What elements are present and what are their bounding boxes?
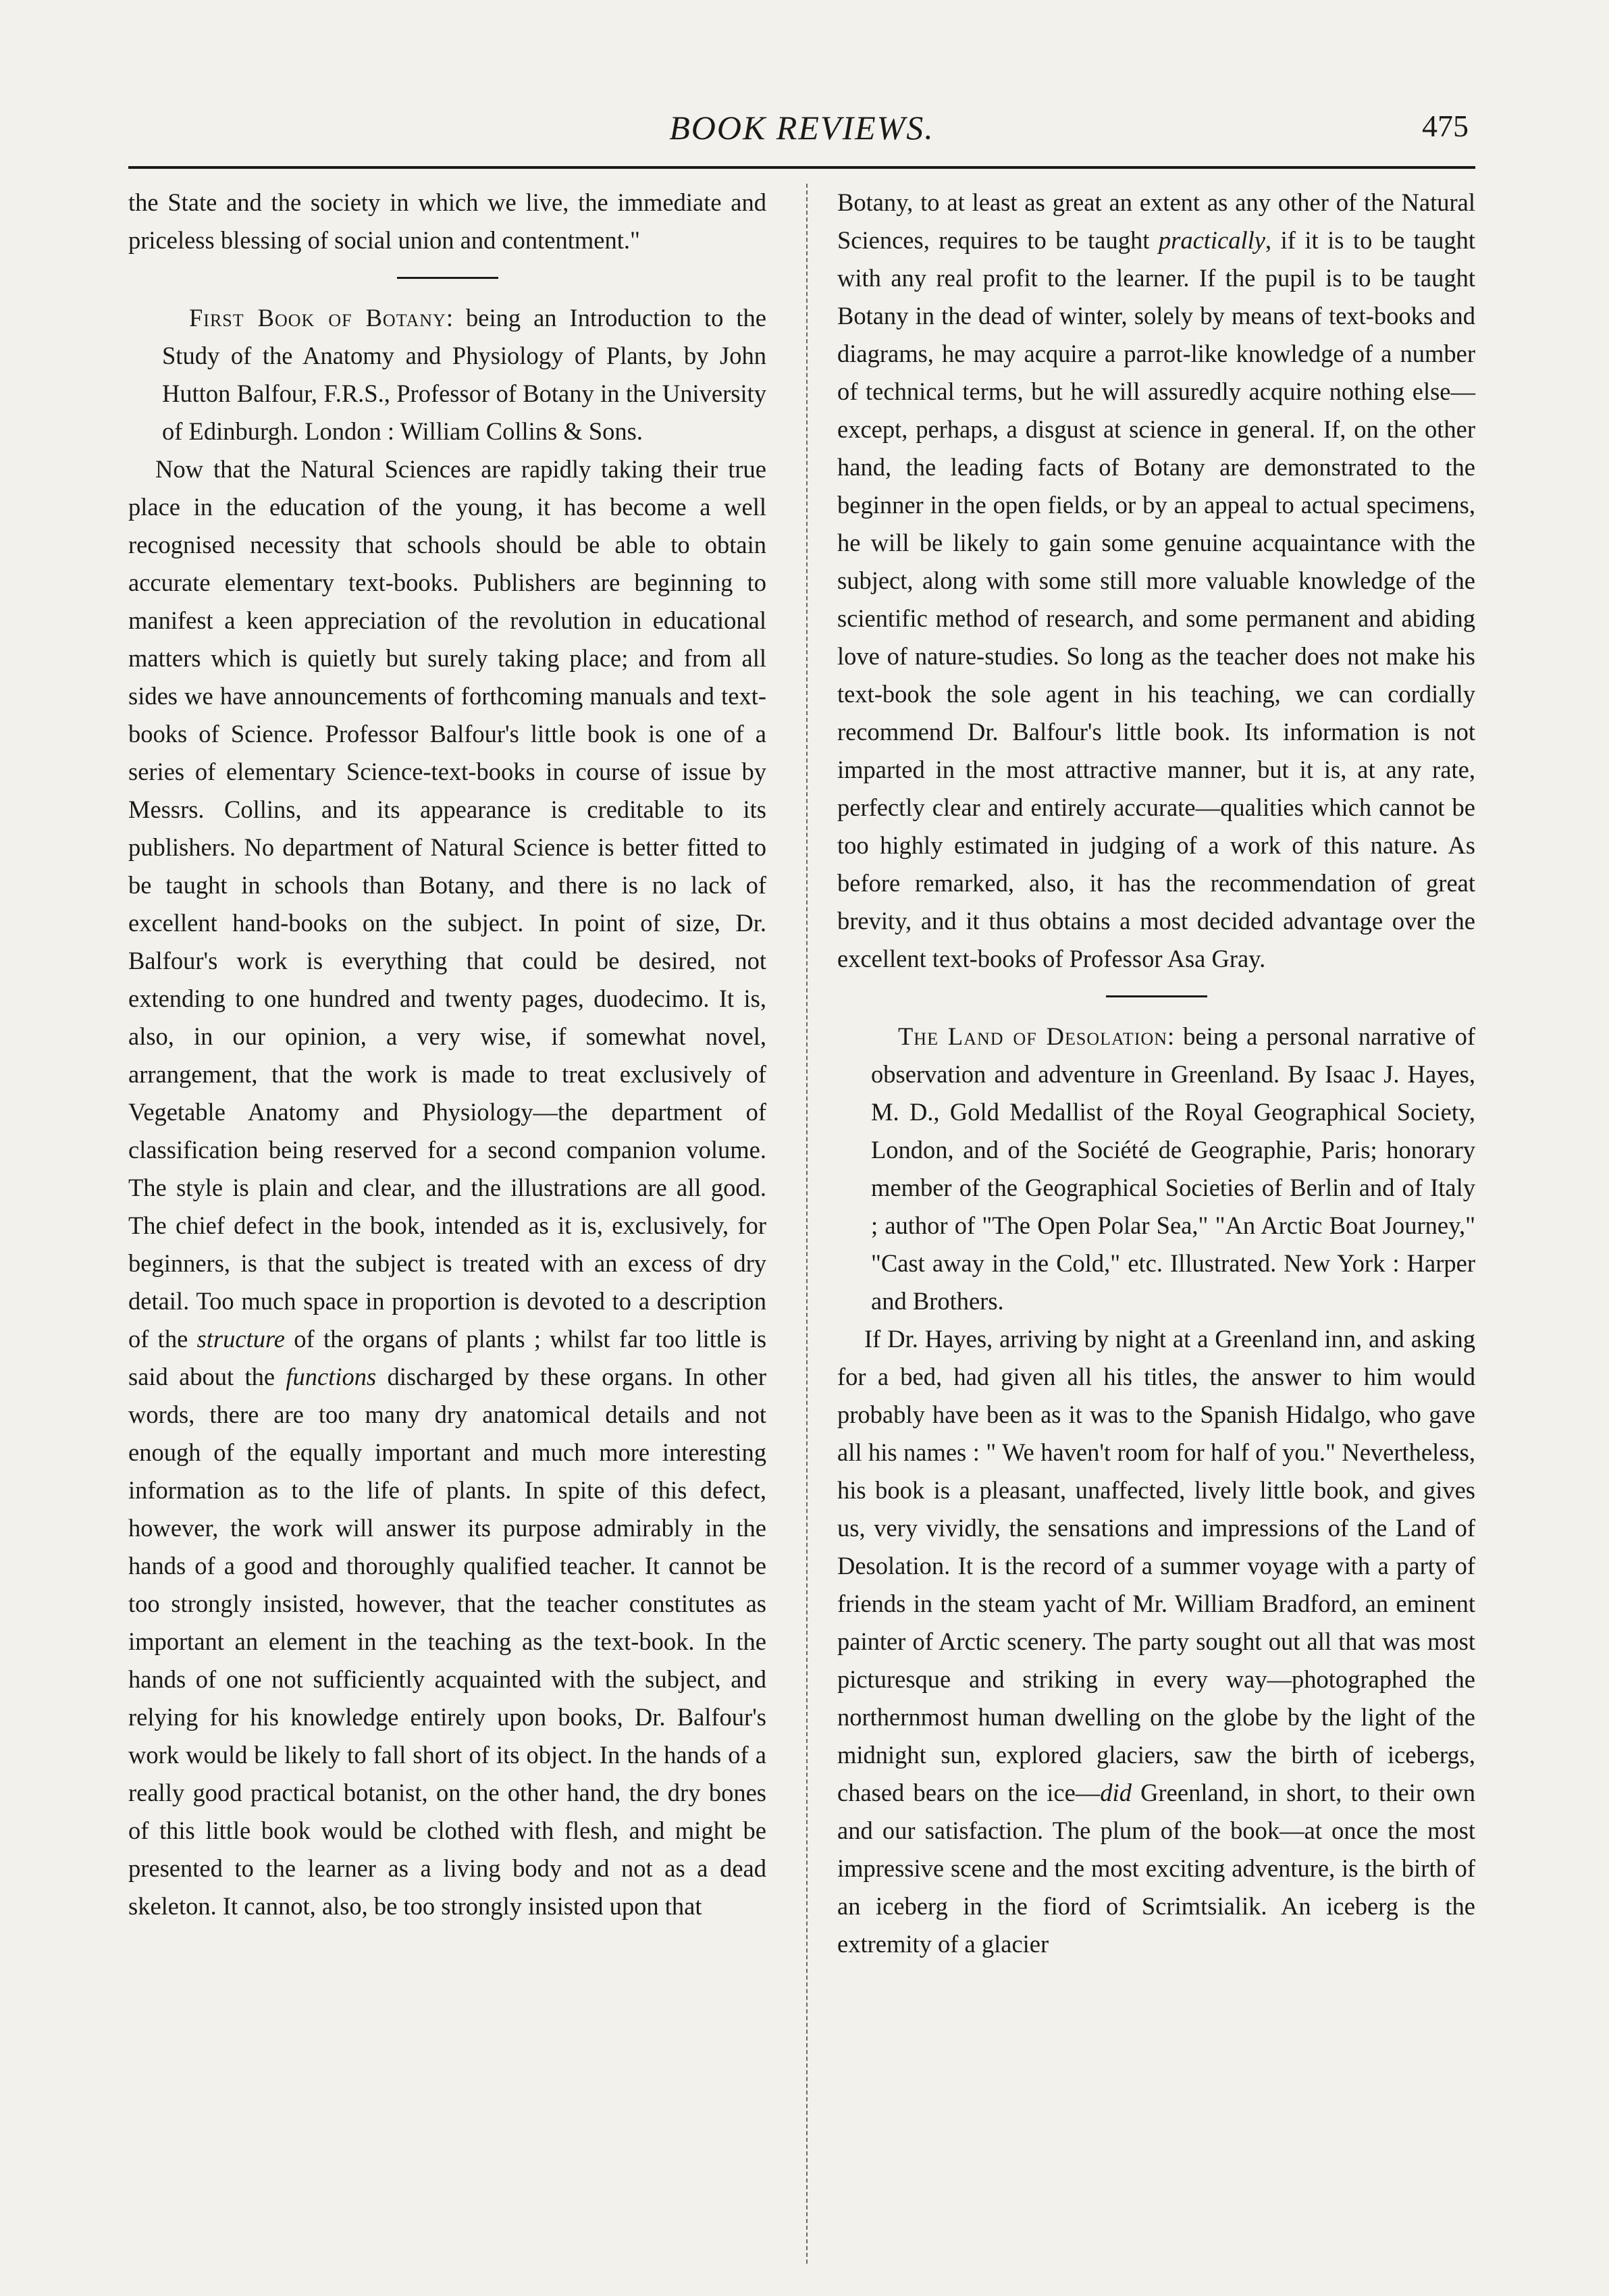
review-text: of the organs of plants ; whilst far too little is said about the — [128, 1325, 767, 1390]
review-heading-botany — [128, 299, 766, 450]
review-body-paragraph — [837, 1320, 1475, 1963]
page-header — [128, 108, 1475, 162]
review-heading-desolation — [837, 1018, 1475, 1320]
left-column — [128, 184, 766, 1925]
review-text: Now that the Natural Sciences are rapidly taking their true place in the education of the young, it has become a well recognised necessity that schools should be able to obtain accurate elementary text-books. Publishers are beginning to manifest a keen appreciation of the revolution in educational matters which is quietly but surely taking place; and from all sides we have announcements of forthcoming manuals and text-books of Science. Professor Balfour's little book is one of a series of elementary Science-text-books in course of issue by Messrs. Collins, and its appearance is creditable to its publishers. No department of Natural Science is better fitted to be taught in schools than Botany, and there is no lack of excellent hand-books on the subject. In point of size, Dr. Balfour's work is everything that could be desired, not extending to one hundred and twenty pages, duodecimo. It is, also, in our opinion, a very wise, if somewhat novel, arrangement, that the work is made to treat exclusively of Vegetable Anatomy and Physiology—the department of classification being reserved for a second companion volume. The style is plain and clear, and the illustrations are all good. The chief defect in the book, intended as it is, exclusively, for beginners, is that the subject is treated with an excess of dry detail. Too much space in proportion is devoted to a description of the — [128, 455, 766, 1353]
emphasis-practically: practically — [1158, 226, 1265, 254]
review-book-title: First Book of Botany — [189, 304, 446, 332]
review-text: Greenland, in short, to their own and our satisfaction. The plum of the book—at once the most impressive scene and the most exciting adventure, is the birth of an iceberg in the fiord of Scrimtsialik. An iceberg is the extremity of a glacier — [837, 1779, 1476, 1958]
review-book-title: The Land of Desolation — [898, 1022, 1168, 1050]
review-body-paragraph — [128, 450, 766, 1925]
emphasis-did: did — [1100, 1779, 1132, 1806]
review-book-details: : being a personal narrative of observation and adventure in Greenland. By Isaac J. Hayes, M. D., Gold Medallist of the Royal Geographical Society, London, and of the Société de Geographie, Paris; honorary member of the Geographical Societies of Berlin and of Italy ; author of "The Open Polar Sea," "An Arctic Boat Journey," "Cast away in the Cold," etc. Illustrated. New York : Harper and Brothers. — [871, 1022, 1475, 1315]
section-divider — [1106, 995, 1207, 997]
page-number: 475 — [1422, 109, 1469, 143]
text-columns — [128, 184, 1475, 2264]
header-rule — [128, 166, 1475, 169]
review-text: If Dr. Hayes, arriving by night at a Greenland inn, and asking for a bed, had given all his titles, the answer to him would probably have been as it was to the Spanish Hidalgo, who gave all his names : " We haven't room for half of you." Nevertheless, his book is a pleasant, unaffected, lively little book, and gives us, very vividly, the sensations and impressions of the Land of Desolation. It is the record of a summer voyage with a party of friends in the steam yacht of Mr. William Bradford, an eminent painter of Arctic scenery. The party sought out all that was most picturesque and striking in every way—photographed the northernmost human dwelling on the globe by the light of the midnight sun, explored glaciers, saw the birth of icebergs, chased bears on the ice— — [837, 1325, 1475, 1806]
emphasis-functions: functions — [286, 1363, 377, 1390]
section-divider — [397, 277, 498, 279]
review-book-details: : being an Introduction to the Study of the Anatomy and Physiology of Plants, by John Hutton Balfour, F.R.S., Professor of Botany in the University of Edinburgh. London : William Collins & Sons. — [162, 304, 766, 445]
review-text: , if it is to be taught with any real profit to the learner. If the pupil is to be taught Botany in the dead of winter, solely by means of text-books and diagrams, he may acquire a parrot-like knowledge of a number of technical terms, but he will assuredly acquire nothing else—except, perhaps, a disgust at science in general. If, on the other hand, the leading facts of Botany are demonstrated to the beginner in the open fields, or by an appeal to actual specimens, he will be likely to gain some genuine acquaintance with the subject, along with some still more valuable knowledge of the scientific method of research, and some permanent and abiding love of nature-studies. So long as the teacher does not make his text-book the sole agent in his teaching, we can cordially recommend Dr. Balfour's little book. Its information is not imparted in the most attractive manner, but it is, at any rate, perfectly clear and entirely accurate—qualities which cannot be too highly estimated in judging of a work of this nature. As before remarked, also, it has the recommendation of great brevity, and it thus obtains a most decided advantage over the excellent text-books of Professor Asa Gray. — [837, 226, 1476, 972]
review-text: Botany, to at least as great an extent as any other of the Natural Sciences, requires to be taught — [837, 188, 1475, 254]
running-title: BOOK REVIEWS. — [669, 109, 934, 147]
emphasis-structure: structure — [196, 1325, 286, 1353]
right-column — [837, 184, 1475, 1963]
column-divider — [806, 184, 808, 2264]
continuation-paragraph — [837, 184, 1475, 978]
continuation-paragraph: the State and the society in which we live, the immediate and priceless blessing of social union and contentment." — [128, 188, 766, 254]
review-text: discharged by these organs. In other words, there are too many dry anatomical details and not enough of the equally important and much more interesting information as to the life of plants. In spite of this defect, however, the work will answer its purpose admirably in the hands of a good and thoroughly qualified teacher. It cannot be too strongly insisted, however, that the teacher constitutes as important an element in the teaching as the text-book. In the hands of one not sufficiently acquainted with the subject, and relying for his knowledge entirely upon books, Dr. Balfour's work would be likely to fall short of its object. In the hands of a really good practical botanist, on the other hand, the dry bones of this little book would be clothed with flesh, and might be presented to the learner as a living body and not as a dead skeleton. It cannot, also, be too strongly insisted upon that — [128, 1363, 767, 1920]
